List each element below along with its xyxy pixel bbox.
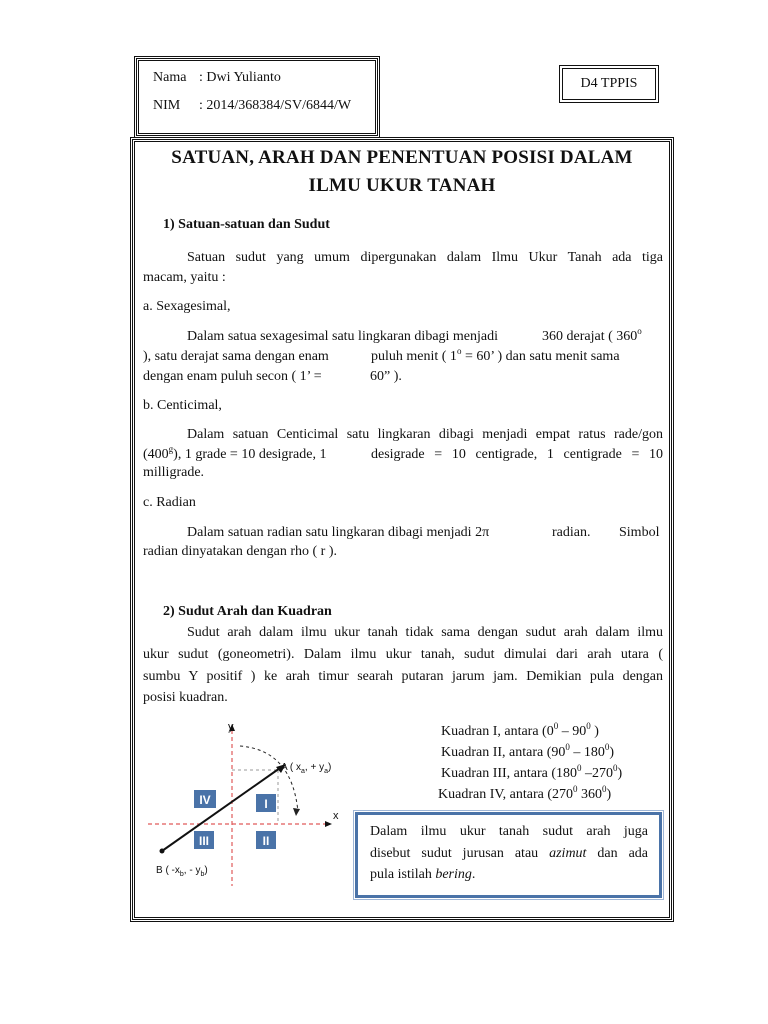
- centicimal-label: b. Centicimal,: [143, 398, 222, 413]
- q1-b: – 90: [558, 724, 587, 739]
- pb-2: , - y: [183, 865, 201, 876]
- pb-sub1: b: [179, 871, 184, 878]
- class-label-box: D4 TPPIS: [562, 68, 656, 100]
- point-b-marker: [160, 849, 165, 854]
- q4-b: 360: [577, 787, 603, 802]
- identity-box: [136, 58, 378, 136]
- sexagesimal-line1b: [542, 327, 642, 347]
- note-line1: Dalam ilmu ukur tanah sudut arah juga: [370, 824, 648, 839]
- q2-sup1: 0: [565, 742, 570, 752]
- section1-intro-line1: Satuan sudut yang umum dipergunakan dalam Ilmu Ukur Tanah ada tiga: [187, 250, 663, 265]
- quadrant-1-text: [441, 722, 599, 742]
- note-bering: bering: [435, 867, 472, 882]
- q1-a: Kuadran I, antara (0: [441, 724, 554, 739]
- q2-a: Kuadran II, antara (90: [441, 745, 566, 760]
- note-line3-c: .: [471, 867, 476, 882]
- radian-line1c: Simbol: [619, 525, 660, 540]
- arc-arrow-icon: [293, 808, 300, 816]
- q1-sup1: 0: [553, 721, 559, 731]
- degree-sup-2: o: [456, 346, 462, 356]
- note-line2-a: disebut sudut jurusan atau: [370, 846, 550, 861]
- q3-sup2: 0: [613, 763, 618, 773]
- centicimal-line3: milligrade.: [143, 465, 205, 480]
- quadrant-i-label: I: [264, 797, 268, 811]
- note-line2-c: dan ada: [586, 846, 648, 861]
- q3-a: Kuadran III, antara (180: [441, 766, 578, 781]
- q2-c: ): [609, 745, 615, 760]
- pb-1: B ( -x: [156, 865, 180, 876]
- azimuth-note-box: [355, 812, 662, 898]
- grade-text: ), 1 grade = 10 desigrade, 1: [173, 447, 327, 462]
- quadrant-diagram: [140, 718, 350, 898]
- q4-sup1: 0: [573, 784, 578, 794]
- sexagesimal-line3a: dengan enam puluh secon ( 1’ =: [143, 369, 322, 384]
- pa-1: A ( x: [281, 762, 302, 773]
- point-a-label: [281, 762, 331, 775]
- radian-label: c. Radian: [143, 495, 196, 510]
- section2-line2: ukur sudut (goneometri). Dalam ilmu ukur tanah, sudut dimulai dari arah utara (: [143, 647, 663, 662]
- q4-c: ): [606, 787, 612, 802]
- pa-3: ): [328, 762, 332, 773]
- sexagesimal-line2b: [371, 347, 663, 367]
- q2-b: – 180: [569, 745, 605, 760]
- page-title-line2: ILMU UKUR TANAH: [308, 175, 496, 196]
- section2-line3: sumbu Y positif ) ke arah timur searah putaran jarum jam. Demikian pula dengan: [143, 669, 663, 684]
- quadrant-3-text: [441, 764, 622, 784]
- sexagesimal-line2a: ), satu derajat sama dengan enam: [143, 349, 329, 364]
- pb-3: ): [204, 865, 208, 876]
- y-axis-label: y: [228, 721, 234, 733]
- quadrant-iii-label: III: [198, 834, 210, 848]
- centicimal-line1: Dalam satuan Centicimal satu lingkaran dibagi menjadi empat ratus rade/gon: [187, 427, 663, 442]
- sexagesimal-label: a. Sexagesimal,: [143, 299, 231, 314]
- q1-c: ): [590, 724, 599, 739]
- nim-label: NIM: [153, 98, 181, 113]
- name-row: [153, 70, 281, 86]
- section2-heading: 2) Sudut Arah dan Kuadran: [163, 604, 332, 619]
- nim-value: : 2014/368384/SV/6844/W: [199, 98, 352, 113]
- pb-sub2: b: [200, 871, 205, 878]
- sexagesimal-line3b: 60” ).: [370, 369, 402, 384]
- radian-line1a: Dalam satuan radian satu lingkaran dibagi menjadi 2π: [187, 525, 490, 540]
- quadrant-ii-label: II: [262, 834, 270, 848]
- q3-sup1: 0: [577, 763, 582, 773]
- q2-sup2: 0: [604, 742, 610, 752]
- note-azimut: azimut: [549, 846, 587, 861]
- section1-intro-line2: macam, yaitu :: [143, 270, 226, 285]
- q4-a: Kuadran IV, antara (270: [438, 787, 574, 802]
- pa-2: , + y: [304, 762, 325, 773]
- name-value: : Dwi Yulianto: [199, 70, 281, 85]
- menit-text: puluh menit ( 1: [371, 349, 457, 364]
- q1-sup2: 0: [586, 721, 591, 731]
- sexagesimal-line1a: Dalam satua sexagesimal satu lingkaran dibagi menjadi: [187, 329, 499, 344]
- x-axis-label: x: [333, 810, 339, 822]
- radian-line2: radian dinyatakan dengan rho ( r ).: [143, 544, 337, 559]
- centicimal-line2a: [143, 445, 326, 465]
- q3-c: ): [617, 766, 623, 781]
- note-line2: [370, 844, 648, 864]
- section2-line4: posisi kuadran.: [143, 690, 228, 705]
- gon-400: (400: [143, 447, 169, 462]
- section2-line1: Sudut arah dalam ilmu ukur tanah tidak sama dengan sudut arah dalam ilmu: [187, 625, 663, 640]
- degree-sup: o: [637, 326, 642, 336]
- page-title-line1: SATUAN, ARAH DAN PENENTUAN POSISI DALAM: [171, 147, 633, 168]
- section1-heading: 1) Satuan-satuan dan Sudut: [163, 217, 330, 232]
- menit-text-2: = 60’ ) dan satu menit sama: [461, 349, 620, 364]
- point-b-label: [156, 865, 208, 878]
- q4-sup2: 0: [602, 784, 607, 794]
- centicimal-line2c: desigrade = 10 centigrade, 1 centigrade = 10: [371, 447, 663, 462]
- x-arrow-icon: [325, 821, 332, 827]
- radian-line1b: radian.: [552, 525, 591, 540]
- nim-row: [153, 98, 351, 114]
- pa-sub1: a: [301, 768, 305, 775]
- note-line3-a: pula istilah: [370, 867, 436, 882]
- note-line3: [370, 865, 648, 885]
- sexagesimal-360: 360 derajat ( 360: [542, 329, 638, 344]
- quadrant-2-text: [441, 743, 614, 763]
- quadrant-4-text: [438, 785, 611, 805]
- quadrant-iv-label: IV: [199, 793, 211, 807]
- pa-sub2: a: [324, 768, 329, 775]
- q3-b: –270: [581, 766, 614, 781]
- name-label: Nama: [153, 70, 187, 85]
- gon-sup: g: [168, 444, 174, 454]
